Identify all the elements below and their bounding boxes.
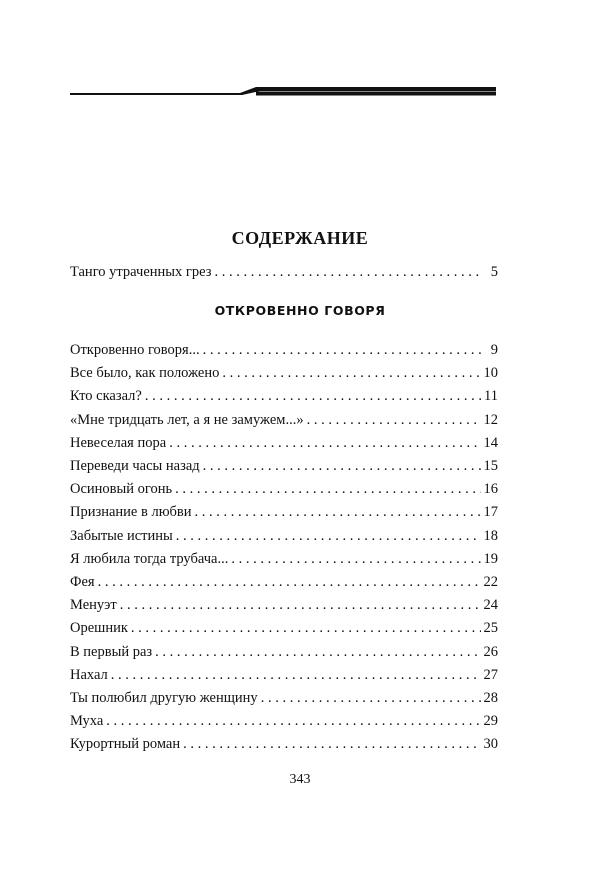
toc-entry-title: В первый раз [70, 643, 153, 660]
dot-leader [203, 340, 481, 360]
toc-entry [70, 363, 498, 383]
toc-entry [70, 665, 498, 685]
toc-entry-page: 24 [483, 597, 498, 614]
toc-entry-title: Муха [70, 713, 104, 730]
dot-leader [175, 479, 480, 499]
toc-entry [70, 386, 498, 406]
toc-entry-page: 16 [483, 481, 498, 498]
toc-entry-title: Фея [70, 574, 95, 590]
toc-entry [70, 688, 498, 708]
toc-entry-title: Нахал [70, 666, 108, 683]
page-number: 343 [289, 772, 311, 787]
dot-leader [145, 386, 481, 406]
dot-leader [203, 456, 481, 476]
toc-entry-title: Забытые истины [70, 527, 173, 544]
dot-leader [169, 433, 480, 453]
toc-entry-page: 27 [483, 666, 498, 683]
dot-leader [183, 734, 480, 754]
toc-entry [70, 618, 498, 638]
dot-leader [131, 618, 481, 638]
toc-entry [70, 410, 498, 430]
toc-entry [70, 479, 498, 499]
toc-entry [70, 262, 498, 282]
dot-leader [195, 502, 481, 522]
toc-entry-page: 17 [483, 504, 498, 521]
toc-entry-page: 9 [490, 342, 498, 358]
toc-entry [70, 502, 498, 522]
toc-entry [70, 526, 498, 546]
toc-entry-page: 28 [483, 690, 498, 706]
toc-entry-title: «Мне тридцать лет, а я не замужем...» [70, 411, 304, 428]
toc-title: СОДЕРЖАНИЕ [231, 228, 369, 248]
toc-entry-page: 18 [483, 527, 498, 544]
toc-entry [70, 549, 498, 569]
dot-leader [222, 363, 480, 383]
toc-entry [70, 642, 498, 662]
dot-leader [176, 526, 481, 546]
dot-leader [155, 642, 480, 662]
toc-entry-page: 15 [483, 458, 498, 474]
toc-entry [70, 711, 498, 731]
dot-leader [231, 549, 480, 569]
toc-entry [70, 433, 498, 453]
toc-entry [70, 456, 498, 476]
dot-leader [214, 262, 481, 282]
dot-leader [307, 410, 481, 430]
dot-leader [98, 572, 481, 592]
toc-entry-page: 19 [483, 550, 498, 567]
toc-entry-page: 5 [490, 264, 498, 280]
toc-entry-page: 11 [484, 388, 498, 405]
toc-entry-page: 29 [483, 713, 498, 730]
dot-leader [111, 665, 481, 685]
toc-entry-page: 30 [483, 736, 498, 753]
toc-entry [70, 572, 498, 592]
toc-entry [70, 340, 498, 360]
header-rule [70, 82, 496, 102]
toc-entry-page: 14 [483, 434, 498, 451]
dot-leader [106, 711, 480, 731]
dot-leader [120, 595, 481, 615]
toc-entry-title: Все было, как положено [70, 365, 220, 382]
toc-entry-title: Переведи часы назад [70, 458, 200, 474]
toc-entry-title: Осиновый огонь [70, 481, 173, 498]
toc-entry-title: Кто сказал? [70, 388, 142, 405]
dot-leader [261, 688, 481, 708]
toc-entry-title: Признание в любви [70, 504, 192, 521]
toc-entry-page: 10 [483, 365, 498, 382]
toc-entry-title: Я любила тогда трубача... [70, 550, 229, 567]
toc-entry-title: Ты полюбил другую женщину [70, 690, 258, 706]
section-title: ОТКРОВЕННО ГОВОРЯ [214, 303, 386, 318]
toc-entry-page: 25 [483, 620, 498, 637]
toc-entry-title: Танго утраченных грез [70, 264, 212, 280]
toc-entry [70, 734, 498, 754]
toc-entry-title: Курортный роман [70, 736, 181, 753]
toc-entry-title: Откровенно говоря... [70, 342, 200, 358]
toc-entry-title: Орешник [70, 620, 128, 637]
toc-entry [70, 595, 498, 615]
toc-entry-page: 12 [483, 411, 498, 428]
toc-entry-page: 26 [483, 643, 498, 660]
toc-entry-title: Невеселая пора [70, 434, 167, 451]
toc-entry-page: 22 [483, 574, 498, 590]
toc-entry-title: Менуэт [70, 597, 117, 614]
